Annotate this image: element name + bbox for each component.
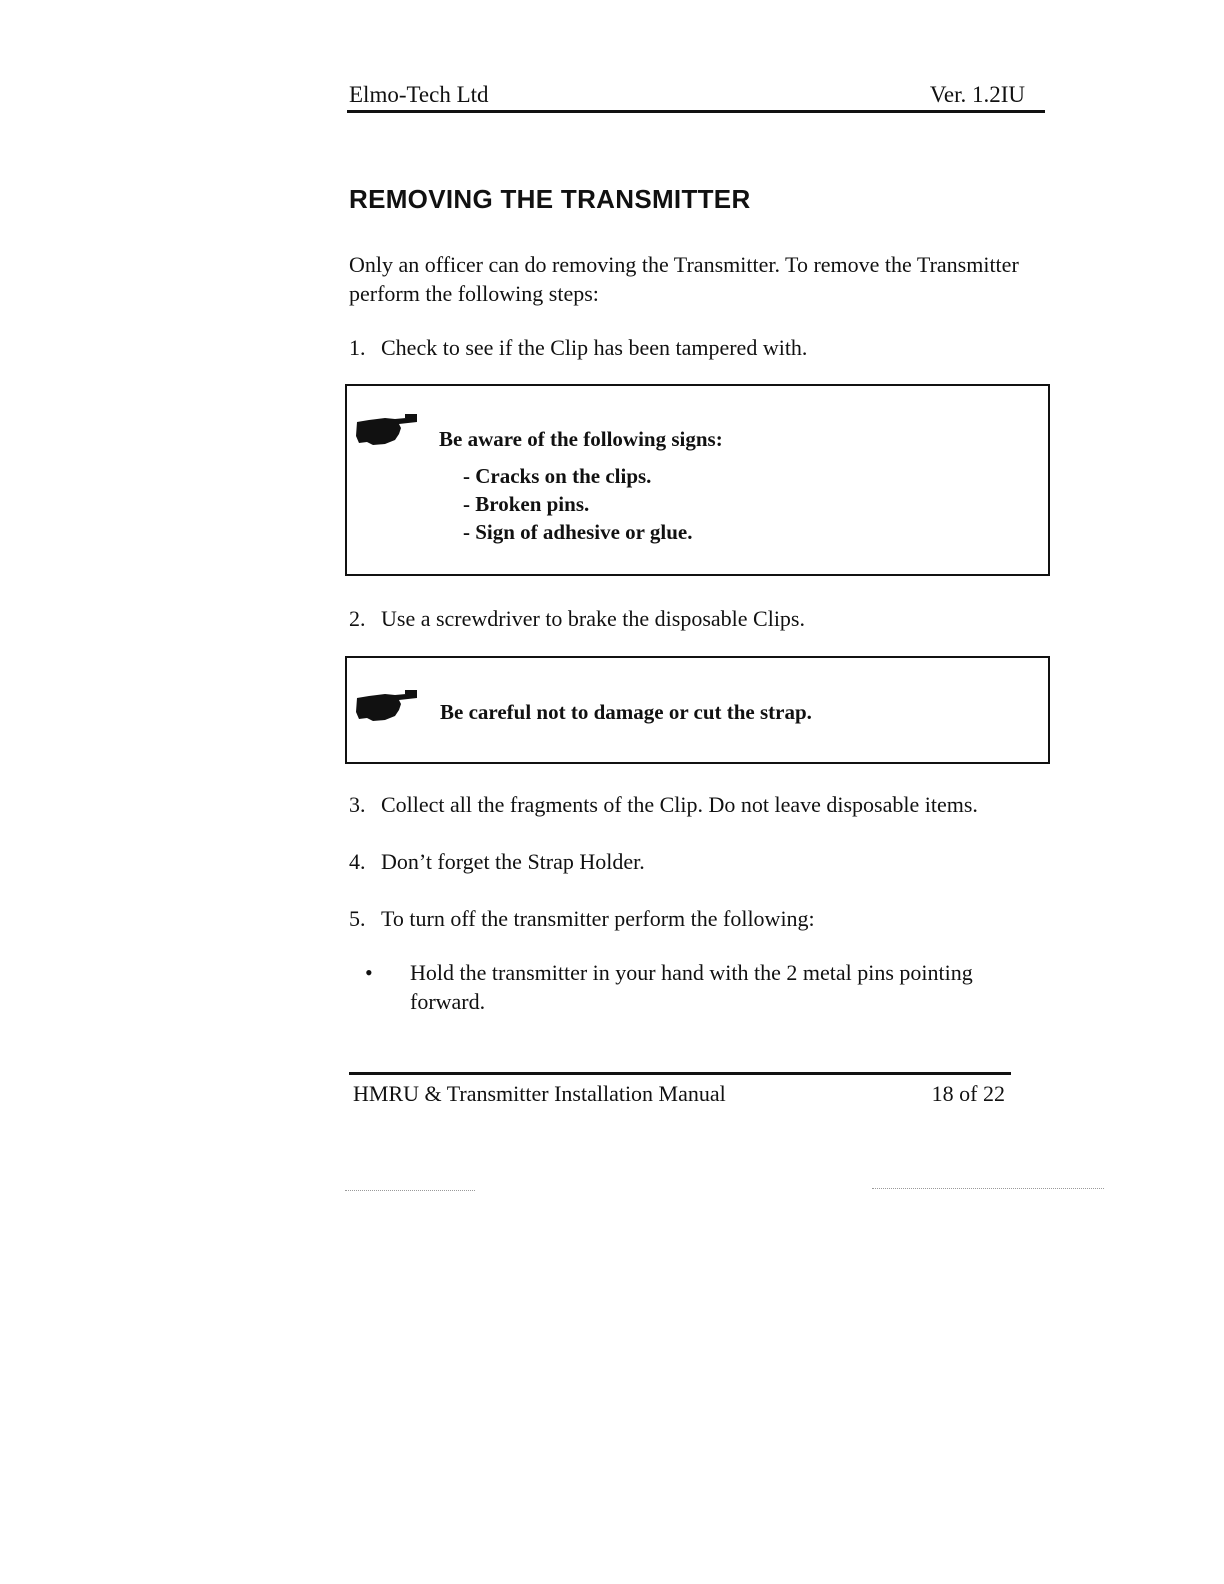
page-number: 18 of 22 [931, 1081, 1005, 1106]
step-number: 5. [349, 906, 366, 931]
version-label: Ver. 1.2IU [929, 82, 1025, 107]
manual-title: HMRU & Transmitter Installation Manual [353, 1081, 726, 1106]
caution-note-box [345, 656, 1050, 764]
scan-artifact [872, 1188, 1104, 1189]
pointing-hand-icon [355, 690, 419, 729]
bullet-symbol: • [365, 960, 373, 985]
scan-artifact [345, 1190, 475, 1191]
step-number: 1. [349, 335, 366, 360]
step-5 [349, 904, 815, 933]
step-number: 2. [349, 606, 366, 631]
step-1 [349, 333, 807, 362]
step-number: 3. [349, 792, 366, 817]
step-3 [349, 790, 978, 819]
warning-signs-list [463, 462, 692, 546]
list-item: - Cracks on the clips. [463, 464, 652, 488]
company-name: Elmo-Tech Ltd [349, 82, 489, 107]
note-title: Be careful not to damage or cut the strap. [440, 700, 812, 724]
step-text: To turn off the transmitter perform the following: [381, 906, 815, 931]
step-text: Collect all the fragments of the Clip. Do not leave disposable items. [381, 792, 978, 817]
step-2 [349, 604, 805, 633]
step-text: Don’t forget the Strap Holder. [381, 849, 645, 874]
bullet-text: Hold the transmitter in your hand with the 2 metal pins pointing forward. [410, 960, 973, 1014]
step-text: Check to see if the Clip has been tampered with. [381, 335, 808, 360]
warning-note-box [345, 384, 1050, 576]
step-number: 4. [349, 849, 366, 874]
list-item: - Sign of adhesive or glue. [463, 520, 693, 544]
page-footer [349, 1072, 1011, 1115]
step-4 [349, 847, 645, 876]
pointing-hand-icon [355, 414, 419, 453]
intro-paragraph: Only an officer can do removing the Transmitter. To remove the Transmitter perform the following steps: [349, 252, 1019, 306]
list-item: - Broken pins. [463, 492, 590, 516]
note-title: Be aware of the following signs: [439, 427, 723, 451]
step-text: Use a screwdriver to brake the disposable Clips. [381, 606, 805, 631]
section-title: REMOVING THE TRANSMITTER [349, 184, 751, 214]
page-header [347, 80, 1045, 113]
